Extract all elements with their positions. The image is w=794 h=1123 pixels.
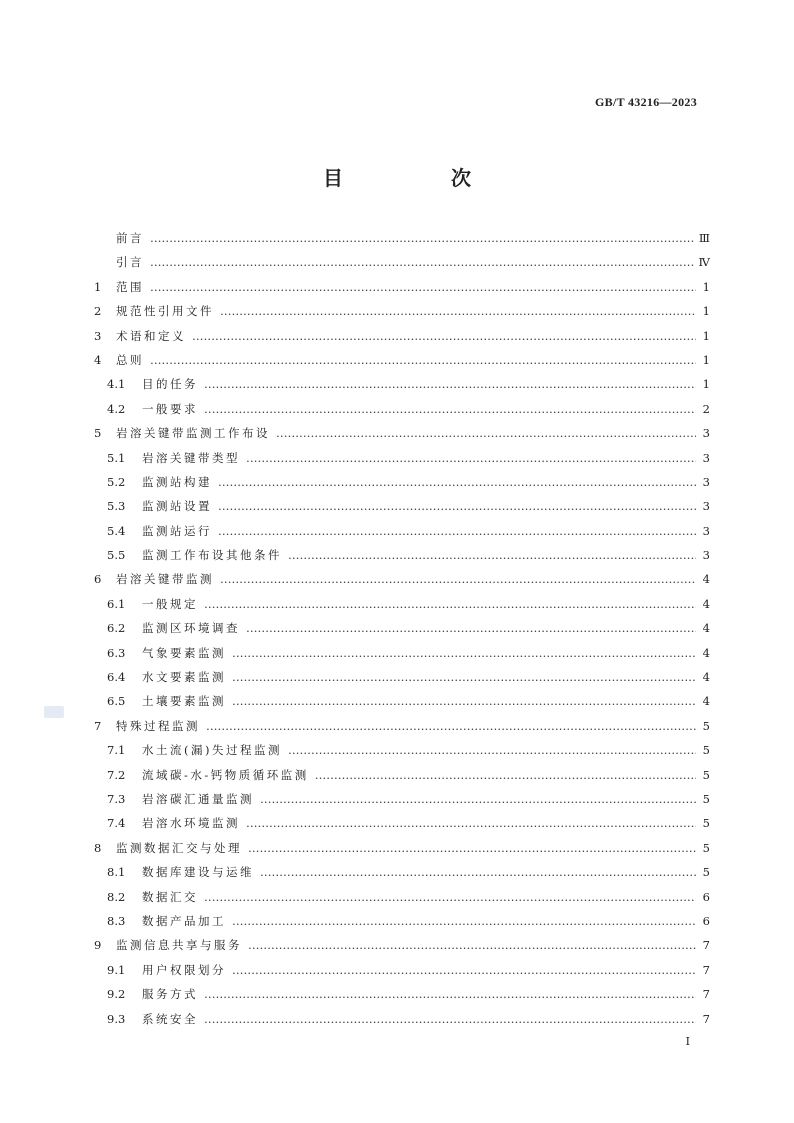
toc-leader-dots [220, 567, 696, 591]
toc-leader-dots [206, 714, 696, 738]
toc-entry-number: 9.2 [107, 987, 126, 1002]
toc-leader-dots [260, 787, 696, 811]
toc-entry[interactable] [94, 567, 710, 591]
toc-entry-label: 土壤要素监测 [142, 694, 226, 709]
toc-entry[interactable] [94, 738, 710, 762]
toc-entry-number: 9 [94, 938, 102, 953]
toc-entry-number: 6 [94, 572, 102, 587]
toc-entry[interactable] [94, 275, 710, 299]
toc-entry-number: 7.2 [107, 767, 126, 782]
toc-leader-dots [315, 763, 696, 787]
toc-leader-dots [232, 958, 696, 982]
toc-entry-label: 岩溶水环境监测 [142, 816, 240, 831]
toc-entry-number: 9.3 [107, 1011, 126, 1026]
toc-entry-page: 5 [702, 865, 710, 880]
toc-entry[interactable] [94, 372, 710, 396]
toc-leader-dots [150, 226, 695, 250]
toc-leader-dots [232, 641, 696, 665]
toc-entry-page: 5 [702, 816, 710, 831]
toc-entry-number: 6.3 [107, 645, 126, 660]
toc-entry-page: 3 [702, 474, 710, 489]
toc-leader-dots [204, 372, 696, 396]
toc-entry[interactable] [94, 324, 710, 348]
toc-entry-page: 5 [702, 718, 710, 733]
standard-code: GB/T 43216—2023 [595, 95, 697, 109]
watermark-logo [44, 706, 64, 718]
toc-leader-dots [218, 519, 696, 543]
toc-entry[interactable] [94, 763, 710, 787]
toc-entry-label: 术语和定义 [116, 328, 186, 343]
toc-leader-dots [288, 738, 696, 762]
toc-entry-label: 岩溶碳汇通量监测 [142, 791, 254, 806]
toc-entry-number: 7.3 [107, 791, 126, 806]
toc-entry-page: 6 [702, 889, 710, 904]
toc-entry-page: Ⅳ [698, 255, 710, 270]
toc-entry[interactable] [94, 543, 710, 567]
toc-entry[interactable] [94, 397, 710, 421]
toc-entry-label: 总则 [116, 352, 144, 367]
toc-leader-dots [276, 421, 696, 445]
toc-leader-dots [248, 836, 696, 860]
toc-entry-page: 3 [702, 426, 710, 441]
toc-entry-page: 3 [702, 548, 710, 563]
toc-entry-number: 8.3 [107, 913, 126, 928]
toc-entry-number: 8.2 [107, 889, 126, 904]
toc-leader-dots [150, 250, 695, 274]
toc-entry-number: 3 [94, 328, 102, 343]
toc-entry-number: 5.2 [107, 474, 126, 489]
toc-entry-label: 数据汇交 [142, 889, 198, 904]
toc-entry-label: 系统安全 [142, 1011, 198, 1026]
toc-entry-number: 5 [94, 426, 102, 441]
toc-entry[interactable] [94, 933, 710, 957]
toc-entry-number: 5.5 [107, 548, 126, 563]
toc-entry-page: 3 [702, 450, 710, 465]
toc-entry-label: 水土流(漏)失过程监测 [142, 743, 282, 758]
toc-entry[interactable] [94, 714, 710, 738]
toc-entry-page: 3 [702, 523, 710, 538]
toc-leader-dots [150, 348, 696, 372]
toc-entry-page: 6 [702, 913, 710, 928]
toc-entry-number: 6.2 [107, 621, 126, 636]
toc-entry-page: 1 [702, 352, 710, 367]
toc-leader-dots [150, 275, 696, 299]
toc-entry-label: 引言 [116, 255, 144, 270]
toc-entry-page: 7 [702, 987, 710, 1002]
toc-leader-dots [246, 811, 696, 835]
toc-entry-page: 4 [702, 596, 710, 611]
toc-leader-dots [232, 665, 696, 689]
toc-entry-number: 5.4 [107, 523, 126, 538]
toc-entry-page: 5 [702, 840, 710, 855]
toc-entry[interactable] [94, 885, 710, 909]
toc-entry-label: 水文要素监测 [142, 670, 226, 685]
toc-entry-page: 1 [702, 304, 710, 319]
page-number: I [685, 1035, 690, 1048]
toc-entry[interactable] [94, 641, 710, 665]
toc-entry-label: 岩溶关键带类型 [142, 450, 240, 465]
toc-entry-label: 监测站设置 [142, 499, 212, 514]
toc-entry-number: 2 [94, 304, 102, 319]
table-of-contents [94, 226, 710, 1031]
toc-entry-number: 4.1 [107, 377, 126, 392]
toc-leader-dots [248, 933, 696, 957]
toc-entry[interactable] [94, 470, 710, 494]
toc-entry-number: 7.1 [107, 743, 126, 758]
toc-entry[interactable] [94, 665, 710, 689]
toc-entry-page: 4 [702, 572, 710, 587]
toc-entry-page: 7 [702, 962, 710, 977]
toc-entry-label: 岩溶关键带监测 [116, 572, 214, 587]
toc-entry-label: 用户权限划分 [142, 962, 226, 977]
toc-entry-page: 5 [702, 791, 710, 806]
toc-leader-dots [204, 982, 696, 1006]
toc-entry[interactable] [94, 909, 710, 933]
toc-leader-dots [204, 885, 696, 909]
toc-entry-page: 5 [702, 767, 710, 782]
toc-entry[interactable] [94, 1007, 710, 1031]
toc-entry-page: Ⅲ [698, 231, 710, 245]
toc-entry[interactable] [94, 982, 710, 1006]
toc-leader-dots [204, 397, 696, 421]
toc-entry[interactable] [94, 250, 710, 274]
toc-entry[interactable] [94, 958, 710, 982]
toc-entry[interactable] [94, 787, 710, 811]
toc-entry[interactable] [94, 421, 710, 445]
toc-leader-dots [260, 860, 696, 884]
toc-entry-label: 流域碳-水-钙物质循环监测 [142, 767, 309, 782]
toc-entry-number: 1 [94, 279, 102, 294]
toc-leader-dots [218, 470, 696, 494]
toc-entry-page: 5 [702, 743, 710, 758]
toc-entry[interactable] [94, 689, 710, 713]
toc-entry[interactable] [94, 860, 710, 884]
toc-entry-page: 7 [702, 1011, 710, 1026]
toc-entry-page: 3 [702, 499, 710, 514]
toc-entry-number: 7.4 [107, 816, 126, 831]
toc-entry-label: 监测站构建 [142, 474, 212, 489]
toc-entry-label: 服务方式 [142, 987, 198, 1002]
toc-entry[interactable] [94, 348, 710, 372]
toc-leader-dots [246, 616, 696, 640]
toc-leader-dots [204, 592, 696, 616]
toc-entry-label: 岩溶关键带监测工作布设 [116, 426, 270, 441]
toc-entry-page: 1 [702, 279, 710, 294]
toc-entry-label: 监测数据汇交与处理 [116, 840, 242, 855]
toc-entry-label: 监测站运行 [142, 523, 212, 538]
toc-leader-dots [192, 324, 696, 348]
toc-entry-label: 监测区环境调查 [142, 621, 240, 636]
toc-entry-number: 9.1 [107, 962, 126, 977]
toc-entry-label: 规范性引用文件 [116, 304, 214, 319]
toc-leader-dots [232, 909, 696, 933]
toc-entry-page: 1 [702, 328, 710, 343]
toc-entry[interactable] [94, 811, 710, 835]
toc-entry-page: 4 [702, 670, 710, 685]
toc-entry-page: 4 [702, 694, 710, 709]
page-title: 目 次 [323, 166, 515, 190]
toc-leader-dots [204, 1007, 696, 1031]
toc-entry[interactable] [94, 299, 710, 323]
toc-entry[interactable] [94, 836, 710, 860]
toc-entry-number: 4.2 [107, 401, 126, 416]
toc-entry-page: 1 [702, 377, 710, 392]
toc-entry-label: 监测工作布设其他条件 [142, 548, 282, 563]
toc-entry-page: 2 [702, 401, 710, 416]
toc-entry-number: 8 [94, 840, 102, 855]
toc-entry[interactable] [94, 446, 710, 470]
toc-entry-label: 特殊过程监测 [116, 718, 200, 733]
toc-entry-number: 6.5 [107, 694, 126, 709]
toc-entry-number: 7 [94, 718, 102, 733]
toc-entry-page: 4 [702, 621, 710, 636]
toc-leader-dots [218, 494, 696, 518]
toc-entry[interactable] [94, 519, 710, 543]
toc-entry-label: 气象要素监测 [142, 645, 226, 660]
toc-entry-label: 目的任务 [142, 377, 198, 392]
toc-leader-dots [288, 543, 696, 567]
toc-entry-number: 5.1 [107, 450, 126, 465]
toc-leader-dots [246, 446, 696, 470]
toc-entry[interactable] [94, 494, 710, 518]
toc-entry-label: 一般要求 [142, 401, 198, 416]
toc-entry-number: 5.3 [107, 499, 126, 514]
toc-entry-label: 范围 [116, 279, 144, 294]
toc-entry[interactable] [94, 226, 710, 250]
toc-entry-label: 前言 [116, 231, 144, 245]
toc-entry-number: 6.1 [107, 596, 126, 611]
toc-entry-number: 8.1 [107, 865, 126, 880]
toc-leader-dots [232, 689, 696, 713]
toc-entry-number: 6.4 [107, 670, 126, 685]
toc-entry-page: 4 [702, 645, 710, 660]
toc-entry-label: 一般规定 [142, 596, 198, 611]
toc-entry-label: 数据库建设与运维 [142, 865, 254, 880]
toc-leader-dots [220, 299, 696, 323]
toc-entry-label: 监测信息共享与服务 [116, 938, 242, 953]
toc-entry-page: 7 [702, 938, 710, 953]
toc-entry[interactable] [94, 592, 710, 616]
toc-entry-label: 数据产品加工 [142, 913, 226, 928]
toc-entry-number: 4 [94, 352, 102, 367]
toc-entry[interactable] [94, 616, 710, 640]
